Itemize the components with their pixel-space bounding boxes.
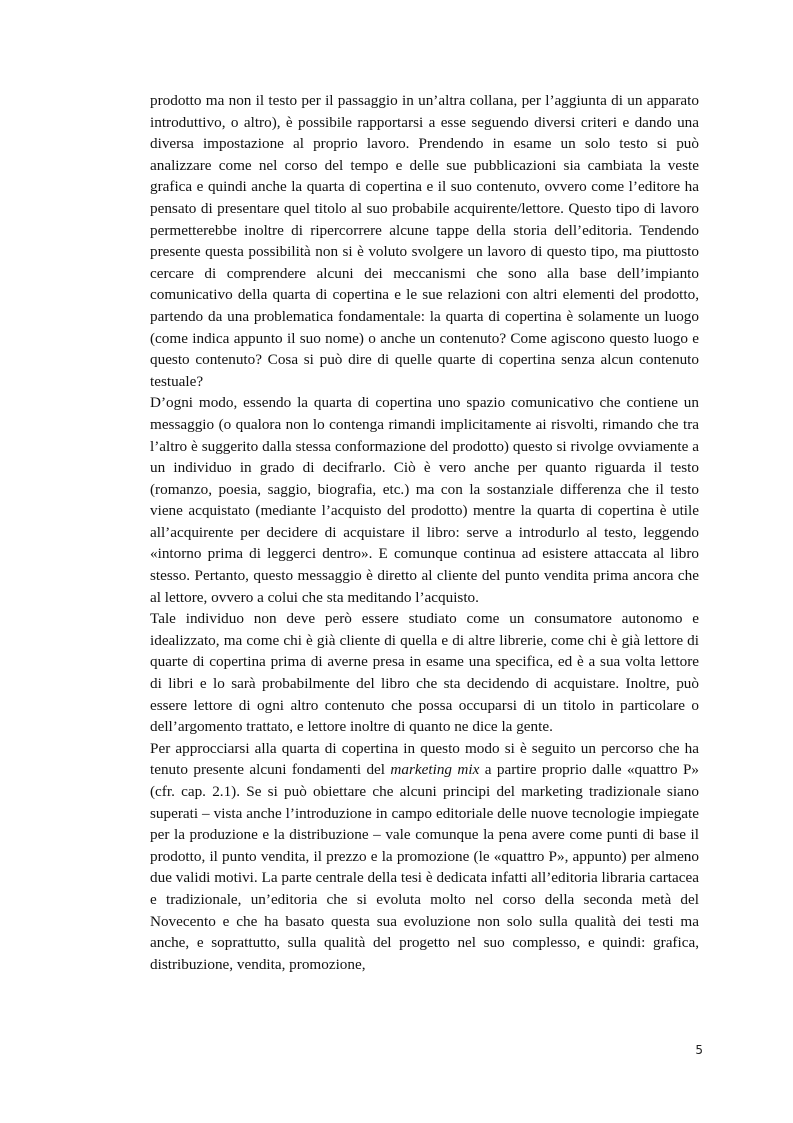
page-number: 5 — [695, 1043, 703, 1057]
paragraph-4-end: a partire proprio dalle «quattro P» (cfr. cap. 2.1). Se si può obiettare che alcuni principi del marketing tradizionale siano superati – vista anche l’introduzione in campo editoriale delle nuove tecnologie impiegate per la produzione e la distribuzione – vale comunque la pena avere come punti di base il prodotto, il punto vendita, il prezzo e la promozione (le «quattro P», appunto) per almeno due validi motivi. La parte centrale della tesi è dedicata infatti all’editoria libraria cartacea e tradizionale, un’editoria che si evoluta molto nel corso della seconda metà del Novecento e che ha basato questa sua evoluzione non solo sulla qualità dei testi ma anche, e soprattutto, sulla qualità del progetto nel suo complesso, e quindi: grafica, distribuzione, vendita, promozione, — [150, 761, 700, 973]
paragraph-2: D’ogni modo, essendo la quarta di copertina uno spazio comunicativo che contiene un messaggio (o qualora non lo contenga rimandi implicitamente ai risvolti, rimando che tra l’altro è suggerito dalla stessa conformazione del prodotto) questo si rivolge ovviamente a un individuo in grado di decifrarlo. Ciò è vero anche per quanto riguarda il testo (romanzo, poesia, saggio, biografia, etc.) ma con la sostanziale differenza che il testo viene acquistato (mediante l’acquisto del prodotto) mentre la quarta di copertina è utile all’acquirente per decidere di acquistare il libro: serve a introdurlo al testo, leggendo «intorno prima di leggerci dentro». E comunque continua ad esistere attaccata al libro stesso. Pertanto, questo messaggio è diretto al cliente del punto vendita prima ancora che al lettore, ovvero a colui che sta meditando l’acquisto. — [150, 394, 699, 606]
paragraph-3: Tale individuo non deve però essere studiato come un consumatore autonomo e idealizzato, ma come chi è già cliente di quella e di altre librerie, come chi è già lettore di quarte di copertina prima di averne presa in esame una specifica, ed è a sua volta lettore di libri e lo sarà probabilmente del libro che sta decidendo di acquistare. Inoltre, può essere lettore di ogni altro contenuto che possa occuparsi di un titolo in particolare o dell’argomento trattato, e lettore inoltre di quanto ne dice la gente. — [150, 610, 699, 736]
page-body-text — [150, 90, 699, 975]
marketing-mix-term: marketing mix — [390, 761, 480, 779]
paragraph-1: prodotto ma non il testo per il passaggio in un’altra collana, per l’aggiunta di un apparato introduttivo, o altro), è possibile rapportarsi a esse seguendo diversi criteri e dando una diversa impostazione al proprio lavoro. Prendendo in esame un solo testo si può analizzare come nel corso del tempo e delle sue pubblicazioni sia cambiata la veste grafica e quindi anche la quarta di copertina e il suo contenuto, ovvero come l’editore ha pensato di presentare quel titolo al suo probabile acquirente/lettore. Questo tipo di lavoro permetterebbe inoltre di ripercorrere alcune tappe della storia dell’editoria. Tendendo presente questa possibilità non si è voluto svolgere un lavoro di questo tipo, ma piuttosto cercare di comprendere alcuni dei meccanismi che sono alla base dell’impianto comunicativo della quarta di copertina e le sue relazioni con altri elementi del prodotto, partendo da una problematica fondamentale: la quarta di copertina è solamente un luogo (come indica appunto il suo nome) o anche un contenuto? Come agiscono questo luogo e questo contenuto? Cosa si può dire di quelle quarte di copertina senza alcun contenuto testuale? — [150, 92, 699, 390]
paragraph-4 — [150, 738, 699, 976]
paragraph-4-start: Per approcciarsi alla quarta di copertina in questo modo si è seguito un percorso che ha tenuto presente alcuni fondamenti del — [150, 739, 699, 779]
